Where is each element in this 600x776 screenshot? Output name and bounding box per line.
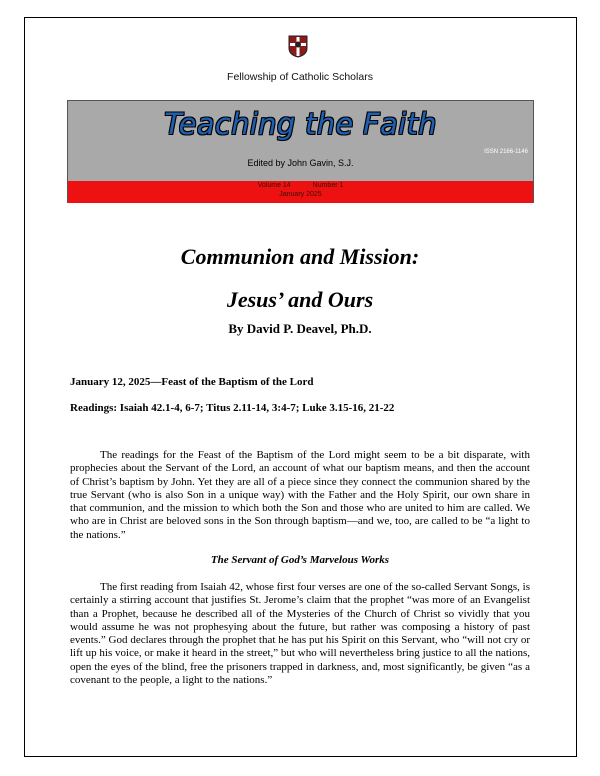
issue-date: January 2025 [279,191,322,198]
volume: Volume 14 [257,182,291,189]
volume-number-line [68,182,533,189]
body-paragraph-1: The readings for the Feast of the Baptism of the Lord might seem to be a bit disparate, with prophecies about the Servant of the Lord, an account of what our baptism means, and then the account of Christ’s baptism by John. Yet they are all of a piece since they connect the communion shared by the true Servant (who is also Son in a unique way) with the Father and the Holy Spirit, our own share in that communion, and the mission to which both the Son and those who are united to him are called. We who are in Christ are beloved sons in the Son through baptism—and we, too, are called to be “a light to the nations.” [70,449,530,541]
number: Number 1 [312,182,344,189]
journal-banner [67,100,534,203]
article-title-line1: Communion and Mission: [180,244,420,269]
issue-band [68,181,533,203]
body-paragraph-2: The first reading from Isaiah 42, whose first four verses are one of the so-called Servant Songs, is certainly a stirring account that justifies St. Jerome’s claim that the prophet “was more of an Evangelist than a Prophet, because he described all of the Mysteries of the Church of Christ so vividly that you would assume he was not prophesying about the future, but rather was composing a history of past events.” God declares through the prophet that he has put his Spirit on this Servant, who “will not cry or lift up his voice, or make it heard in the street,” but who will nevertheless bring justice to all the nations, open the eyes of the blind, free the prisoners trapped in darkness, and, most significantly, be given “as a covenant to the people, a light to the nations.” [70,581,530,687]
editor-line: Edited by John Gavin, S.J. [247,158,354,168]
section-subheading: The Servant of God’s Marvelous Works [210,554,390,566]
issn: ISSN 2166-1146 [484,149,528,155]
article-title-line2: Jesus’ and Ours [226,287,374,312]
readings-line: Readings: Isaiah 42.1-4, 6-7; Titus 2.11-14, 3:4-7; Luke 3.15-16, 21-22 [70,402,395,414]
feast-dateline: January 12, 2025—Feast of the Baptism of the Lord [70,376,314,388]
journal-title: Teaching the Faith [164,107,437,141]
article-author: By David P. Deavel, Ph.D. [228,321,372,336]
cross-logo-icon [287,34,309,58]
organization-name: Fellowship of Catholic Scholars [227,71,373,83]
